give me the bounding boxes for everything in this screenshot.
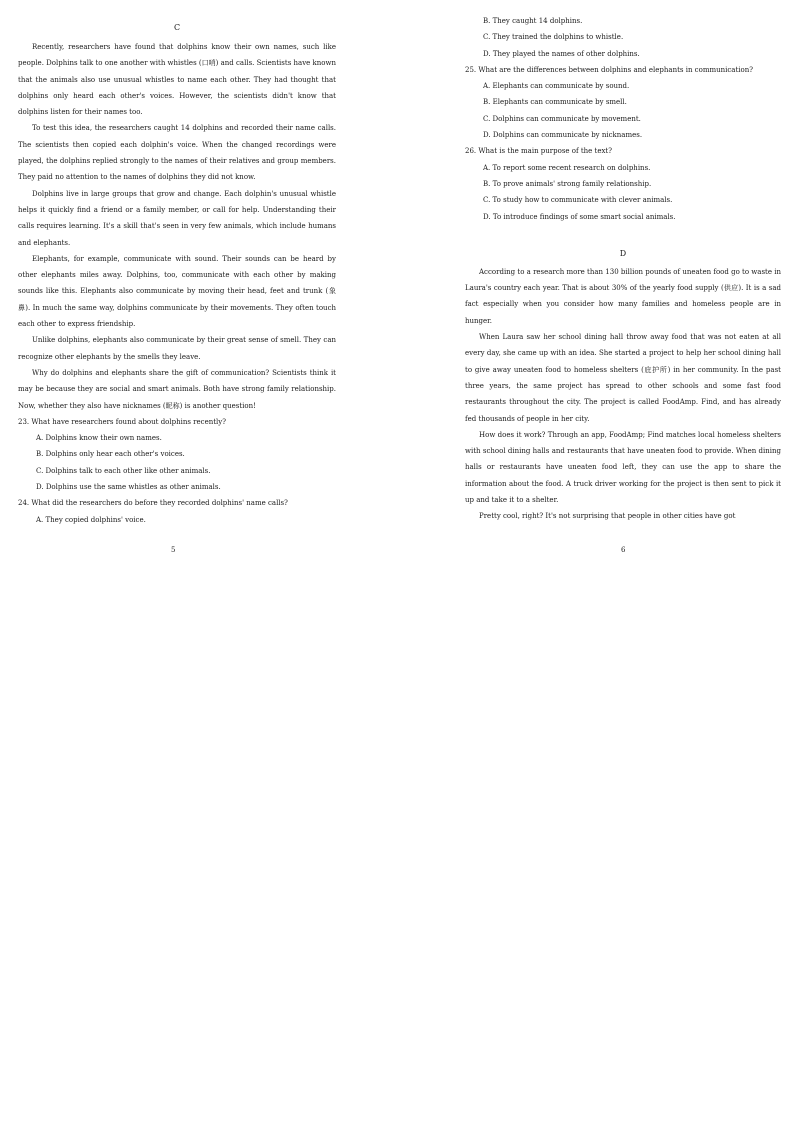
question-23-option-b: B. Dolphins only hear each other's voices. bbox=[36, 450, 185, 459]
passage-c-paragraph-1: Recently, researchers have found that dolphins know their own names, such like people. Dolphins talk to one another with whistles (口哨) and calls. Scientists have known that the animals also use unusual whistles to name each other. They had thought that dolphins only heard each other's voices. However, the scientists didn't know that dolphins listen for their names too. bbox=[18, 43, 336, 117]
section-label-c: C bbox=[173, 23, 181, 32]
question-list-left bbox=[18, 414, 336, 528]
right-page bbox=[465, 0, 781, 525]
question-23-option-a: A. Dolphins know their own names. bbox=[36, 434, 162, 443]
question-26-option-a: A. To report some recent research on dolphins. bbox=[483, 163, 651, 172]
page-number-right: 6 bbox=[621, 546, 626, 554]
passage-c-paragraph-4: Elephants, for example, communicate with sound. Their sounds can be heard by other elephants miles away. Dolphins, too, communicate with each other by making sounds like this. Elephants also communicate by moving their head, feet and trunk (象鼻). In much the same way, dolphins communicate by their movements. They often touch each other to express friendship. bbox=[18, 254, 336, 329]
passage-d-paragraph-2: When Laura saw her school dining hall throw away food that was not eaten at all every day, she came up with an idea. She started a project to help her school dining hall to give away uneaten food to homeless shelters (庇护所) in her community. In the past three years, the same project has spread to other schools and some fast food restaurants throughout the city. The project is called FoodAmp. Find, and has already fed thousands of people in her city. bbox=[465, 333, 781, 423]
passage-d-paragraph-4: Pretty cool, right? It's not surprising that people in other cities have got bbox=[479, 512, 736, 521]
question-25-stem: 25. What are the differences between dolphins and elephants in communication? bbox=[465, 65, 753, 74]
passage-d-paragraph-3: How does it work? Through an app, FoodAmp; Find matches local homeless shelters with school dining halls and restaurants that have uneaten food to provide. When dining halls or restaurants have uneaten food left, they can use the app to share the information about the food. A truck driver working for the project is then sent to pick it up and take it to a shelter. bbox=[465, 430, 781, 505]
question-23-option-d: D. Dolphins use the same whistles as other animals. bbox=[36, 483, 221, 492]
question-25-option-a: A. Elephants can communicate by sound. bbox=[483, 82, 630, 91]
passage-c-paragraph-5: Unlike dolphins, elephants also communicate by their great sense of smell. They can recognize other elephants by the smells they leave. bbox=[18, 336, 336, 361]
left-page bbox=[18, 0, 336, 528]
question-24-stem: 24. What did the researchers do before they recorded dolphins' name calls? bbox=[18, 499, 288, 508]
question-23-stem: 23. What have researchers found about dolphins recently? bbox=[18, 417, 227, 426]
section-label-d: D bbox=[619, 248, 627, 258]
question-25-option-b: B. Elephants can communicate by smell. bbox=[483, 98, 627, 107]
question-24-option-d: D. They played the names of other dolphins. bbox=[483, 49, 640, 58]
passage-c-paragraph-3: Dolphins live in large groups that grow and change. Each dolphin's unusual whistle helps it quickly find a friend or a family member, or call for help. Understanding their calls requires learning. It's a skill that's seen in very few animals, which include humans and elephants. bbox=[18, 189, 336, 247]
question-25-option-d: D. Dolphins can communicate by nicknames. bbox=[483, 131, 643, 140]
question-24-option-c: C. They trained the dolphins to whistle. bbox=[483, 33, 624, 42]
question-24-option-b: B. They caught 14 dolphins. bbox=[483, 17, 583, 25]
question-26-option-d: D. To introduce findings of some smart social animals. bbox=[483, 212, 676, 221]
passage-c-paragraph-6: Why do dolphins and elephants share the gift of communication? Scientists think it may be because they are social and smart animals. Both have strong family relationship. Now, whether they also have nicknames (昵称) is another question! bbox=[18, 368, 336, 410]
passage-c-paragraph-2: To test this idea, the researchers caught 14 dolphins and recorded their name calls. The scientists then copied each dolphin's voice. When the changed recordings were played, the dolphins replied strongly to the names of their relatives and group members. They paid no attention to the names of dolphins they did not know. bbox=[18, 124, 336, 182]
question-26-option-b: B. To prove animals' strong family relationship. bbox=[483, 179, 652, 188]
question-23-option-c: C. Dolphins talk to each other like other animals. bbox=[36, 466, 211, 475]
question-25-option-c: C. Dolphins can communicate by movement. bbox=[483, 114, 641, 123]
question-24-option-a: A. They copied dolphins' voice. bbox=[36, 515, 146, 524]
question-list-right bbox=[465, 13, 781, 225]
question-26-option-c: C. To study how to communicate with clever animals. bbox=[483, 196, 673, 205]
question-26-stem: 26. What is the main purpose of the text? bbox=[465, 147, 612, 156]
passage-d-paragraph-1: According to a research more than 130 billion pounds of uneaten food go to waste in Laura's country each year. That is about 30% of the yearly food supply (供应). It is a sad fact especially when you consider how many families and homeless people are in hunger. bbox=[465, 267, 781, 325]
page-number-left: 5 bbox=[171, 546, 176, 554]
